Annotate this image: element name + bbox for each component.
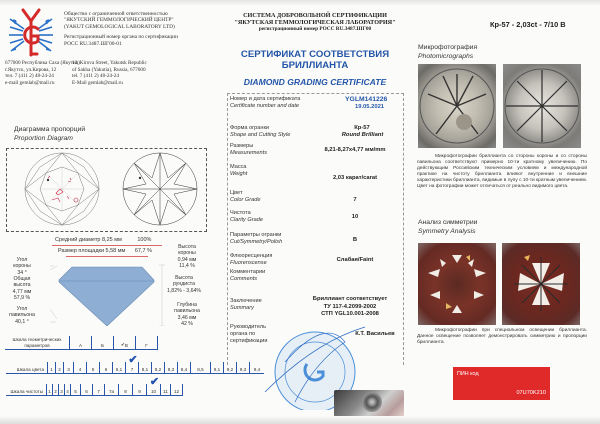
cell-label: 9,2 bbox=[226, 367, 234, 372]
cell-label: 3 bbox=[67, 367, 70, 372]
title-en: Proportion Diagram bbox=[14, 134, 73, 142]
label-line: органа по bbox=[230, 331, 256, 337]
clarity-cell bbox=[80, 384, 92, 395]
cell-label: 6 bbox=[104, 367, 108, 372]
title-ru: Микрофотография bbox=[418, 44, 478, 51]
color-cell bbox=[190, 362, 210, 373]
label: Высота bbox=[175, 275, 193, 281]
address-phone: тел. 7 (411 2) 48-24-24 bbox=[5, 73, 54, 79]
cell-label: 5 bbox=[91, 367, 95, 372]
cell-label: 8,1 bbox=[141, 367, 149, 372]
label: рундиста bbox=[172, 281, 195, 288]
label-ru: Масса bbox=[230, 164, 247, 170]
summary-line: СТП YGL10.001-2008 bbox=[321, 311, 379, 318]
unit: ° bbox=[26, 318, 29, 325]
certificate-date: 19.05.2021 bbox=[355, 104, 385, 110]
cell-label: 11 bbox=[163, 389, 168, 394]
color-cell bbox=[177, 362, 190, 373]
pavilion-angle bbox=[6, 306, 38, 325]
color-cell bbox=[151, 362, 164, 373]
label-line: параметров bbox=[24, 342, 50, 348]
photomicrographs-description: Микрофотографии бриллианта со стороны короны и со стороны павильона соответствуют примерно 10-ти кратному увеличению. По действующим Российским техническим условиям и международной практике на чистоту бриллианта влияют внутренние и внешние характеристики бриллианта, видимые в лупу с 10-ти кратным увеличением. Цвет на фотографии может отличаться от реально видимого цвета. bbox=[417, 154, 587, 190]
address-line: of Sakha (Yakutia), Russia, 677000 bbox=[72, 66, 146, 73]
title-ru: Анализ симметрии bbox=[418, 219, 478, 226]
pin-code-box bbox=[453, 367, 550, 400]
cell-label: 5 bbox=[74, 389, 77, 394]
girdle-thickness bbox=[160, 275, 208, 294]
label-line: сертификации bbox=[230, 338, 268, 344]
geometry-cell-b bbox=[91, 336, 113, 349]
unit: ° bbox=[24, 269, 27, 276]
organization-block bbox=[64, 11, 178, 47]
geometry-cell-g bbox=[135, 336, 157, 349]
summary-line: ТУ 117-4.2099-2002 bbox=[323, 303, 377, 310]
label-en: Cut/Symmetry/Polish bbox=[230, 239, 283, 245]
label-ru: Комментарии bbox=[230, 269, 266, 275]
label: короны bbox=[178, 250, 196, 257]
clarity-cell bbox=[70, 384, 80, 395]
field-clarity bbox=[230, 210, 263, 224]
clarity-cell bbox=[92, 384, 104, 395]
color-cell bbox=[112, 362, 125, 373]
certificate-title-en: DIAMOND GRADING CERTIFICATE bbox=[243, 77, 387, 87]
pavilion-facets-icon bbox=[503, 64, 581, 148]
field-number-date bbox=[230, 96, 300, 110]
avg-diameter-pct: 100% bbox=[137, 237, 152, 243]
org-line: "ЯКУТСКИЙ ГЕММОЛОГИЧЕСКИЙ ЦЕНТР" bbox=[64, 17, 174, 24]
table-line bbox=[66, 256, 148, 257]
cell-label: Б bbox=[100, 343, 104, 348]
label: Общая bbox=[13, 276, 31, 282]
color-cell bbox=[63, 362, 73, 373]
fluorescence-value: Слабая/Faint bbox=[336, 257, 374, 263]
summary-value bbox=[290, 296, 410, 319]
cell-label: 7 bbox=[130, 367, 134, 372]
label-en: Certificate number and date bbox=[230, 103, 300, 109]
label-en: Measurements bbox=[230, 150, 267, 156]
cell-label: 9,1 bbox=[213, 367, 221, 372]
label: Высота bbox=[178, 244, 196, 250]
clarity-scale bbox=[6, 376, 183, 396]
label-en: Color Grade bbox=[230, 197, 261, 203]
clarity-cell bbox=[160, 384, 170, 395]
label: высота bbox=[13, 282, 31, 289]
clarity-value: 10 bbox=[351, 214, 359, 220]
cell-label: А bbox=[78, 343, 83, 348]
value: 1,82% - 3,64% bbox=[166, 287, 202, 294]
label-ru: Размеры bbox=[230, 143, 254, 149]
color-cell bbox=[138, 362, 151, 373]
color-scale-label: Шкала цвета bbox=[16, 367, 44, 372]
plot-diagram-icon bbox=[12, 148, 202, 230]
scan-shadow-top bbox=[0, 0, 600, 6]
geometry-scale bbox=[5, 336, 158, 350]
color-scale bbox=[6, 354, 264, 374]
org-line: (YAKUT GEMOLOGICAL LABORATORY LTD) bbox=[64, 23, 175, 30]
system-line: СИСТЕМА ДОБРОВОЛЬНОЙ СЕРТИФИКАЦИИ bbox=[243, 12, 387, 19]
cell-label: 9 bbox=[138, 389, 141, 394]
color-cell bbox=[164, 362, 177, 373]
label: короны bbox=[13, 263, 31, 270]
color-cell bbox=[55, 362, 63, 373]
color-cell-checked bbox=[125, 354, 138, 373]
color-cell bbox=[210, 362, 223, 373]
table-size-pct: 67,7 % bbox=[134, 248, 152, 254]
label: Глубина bbox=[177, 302, 197, 308]
cell-label: 3 bbox=[60, 389, 63, 394]
scan-shadow-bottom bbox=[0, 416, 600, 424]
label-en: Comments bbox=[230, 276, 258, 282]
proportion-diagram-title bbox=[14, 126, 85, 143]
stone-summary-code: Кр-57 - 2,03ct - 7/10 В bbox=[490, 20, 566, 29]
cell-label: 2 bbox=[54, 389, 57, 394]
cell-label: В bbox=[124, 343, 128, 348]
cell-label: 1 bbox=[48, 389, 51, 394]
value: 11,4 % bbox=[179, 262, 195, 269]
diamond-profile-icon bbox=[50, 264, 165, 326]
photo-pavilion bbox=[503, 64, 581, 148]
color-cell bbox=[73, 362, 86, 373]
checkmark-icon: ✔ bbox=[149, 376, 160, 388]
symmetry-hearts-icon bbox=[418, 243, 496, 325]
registration-line: РОСС RU.3487.ШГ00-01 bbox=[64, 40, 122, 47]
clarity-scale-label: Шкала чистоты bbox=[10, 389, 43, 394]
symmetry-description: Микрофотографии при специальном освещении бриллианта. Данное освещение позволяет демонстрировать симметрию и пропорции бриллианта. bbox=[417, 328, 587, 346]
photo-symmetry-hearts bbox=[418, 243, 496, 325]
org-line: Общество с ограниченной ответственностью bbox=[64, 11, 168, 17]
value: 40,1 bbox=[15, 318, 26, 325]
value: 4,77 мм bbox=[12, 288, 32, 295]
field-cut bbox=[230, 232, 282, 246]
value: 3,46 мм bbox=[177, 314, 197, 321]
value: 34 bbox=[17, 269, 24, 276]
title-en: Photomicrographs bbox=[418, 52, 474, 60]
address-email: e-mail gemlab@mail.ru bbox=[5, 79, 55, 86]
value: 57,9 % bbox=[13, 294, 31, 301]
label: павильона bbox=[174, 308, 200, 315]
cell-label: 9,4 bbox=[253, 367, 261, 372]
table-size bbox=[58, 248, 152, 254]
cut-value: В bbox=[352, 237, 358, 243]
label-ru: Чистота bbox=[230, 210, 251, 216]
geometry-cell-end bbox=[157, 336, 158, 349]
address-line: г.Якутск, ул.Кирова, 12 bbox=[5, 66, 57, 73]
hologram-disc bbox=[362, 392, 382, 412]
field-comments bbox=[230, 269, 265, 283]
avg-diameter bbox=[55, 237, 151, 243]
certificate-number: YGLM141226 bbox=[345, 96, 388, 103]
cell-label: 8,3 bbox=[167, 367, 175, 372]
geometry-cell-a bbox=[69, 336, 91, 349]
label-ru: Форма огранки bbox=[230, 125, 270, 131]
head-name: К.Т. Васильев bbox=[355, 331, 395, 337]
summary-line: Бриллиант соответствует bbox=[312, 296, 388, 302]
label-line: Руководитель bbox=[230, 324, 267, 330]
color-value: 7 bbox=[353, 197, 357, 203]
label-en: Shape and Cutting Style bbox=[230, 132, 291, 138]
clarity-cell bbox=[118, 384, 132, 395]
cell-label: 8,2 bbox=[154, 367, 162, 372]
cell-label: 9,3 bbox=[239, 367, 247, 372]
crown-angle bbox=[8, 257, 36, 276]
title-en: Symmetry Analysis bbox=[418, 227, 476, 235]
value: 0,94 мм bbox=[177, 256, 197, 263]
table-size-label: Размер площадки 5,58 мм bbox=[58, 248, 126, 254]
title-line: БРИЛЛИАНТА bbox=[281, 60, 349, 71]
cell-label: 8,4 bbox=[180, 367, 188, 372]
clarity-cell bbox=[132, 384, 146, 395]
field-fluorescence bbox=[230, 253, 272, 267]
label-en: Weight bbox=[230, 171, 248, 177]
value: 42 % bbox=[181, 320, 193, 327]
address-ru bbox=[5, 60, 80, 86]
diameter-line bbox=[52, 245, 162, 246]
clarity-cell bbox=[170, 384, 182, 395]
label: павильона bbox=[9, 312, 35, 319]
field-shape bbox=[230, 125, 290, 139]
crown-height bbox=[170, 244, 204, 269]
pin-label: ПИН код bbox=[457, 371, 479, 377]
label-en: Fluorenscense bbox=[230, 260, 267, 266]
weight-value: 2,03 карат/carat bbox=[332, 175, 378, 181]
label-en: Clarity Grade bbox=[230, 217, 263, 223]
address-phone: tel. 7 (411 2) 48-24-24 bbox=[72, 73, 119, 79]
cell-label: 6,1 bbox=[115, 367, 123, 372]
pavilion-depth bbox=[170, 302, 204, 327]
address-line: 677000 Республика Саха (Якутия) bbox=[5, 60, 80, 66]
cell-label: 8 bbox=[124, 389, 127, 394]
field-color bbox=[230, 190, 260, 204]
system-header bbox=[215, 12, 415, 34]
registration-line: Регистрационный номер органа по сертификации bbox=[64, 34, 178, 41]
address-line: 12, Kirova Street, Yakutsk Republic bbox=[72, 60, 147, 66]
color-cell bbox=[99, 362, 112, 373]
cell-label: 7 bbox=[97, 389, 100, 394]
cell-label: 6 bbox=[85, 389, 88, 394]
color-cell bbox=[86, 362, 99, 373]
hologram-sticker bbox=[334, 390, 404, 418]
shape-value-ru: Кр-57 bbox=[354, 125, 370, 131]
symmetry-analysis-title bbox=[418, 219, 477, 236]
symmetry-arrows-icon bbox=[502, 243, 580, 325]
label-ru: Флюоресценция bbox=[230, 253, 273, 259]
color-cell bbox=[47, 362, 55, 373]
cell-label: 10 bbox=[150, 389, 157, 394]
photo-symmetry-arrows bbox=[502, 243, 580, 325]
clarity-cell bbox=[104, 384, 118, 395]
label-ru: Заключение bbox=[230, 298, 262, 304]
cell-label: 4 bbox=[66, 389, 69, 394]
cell-label: Г bbox=[145, 343, 148, 348]
total-depth bbox=[6, 276, 38, 301]
cell-label: 1 bbox=[50, 367, 53, 372]
photo-crown bbox=[418, 64, 496, 148]
geometry-cell-v bbox=[113, 336, 135, 349]
pin-code-value: 07U70K210 bbox=[516, 390, 546, 396]
crown-facets-icon bbox=[418, 64, 496, 148]
cell-label: 4 bbox=[78, 367, 82, 372]
address-email: E-Mail gemlab@mail.ru bbox=[72, 79, 123, 86]
title-line: СЕРТИФИКАТ СООТВЕТСТВИЯ bbox=[240, 49, 390, 60]
label: Угол bbox=[16, 306, 28, 312]
system-line: "ЯКУТСКАЯ ГЕММОЛОГИЧЕСКАЯ ЛАБОРАТОРИЯ" bbox=[234, 19, 396, 27]
measurements-value: 8,21-8,27x4,77 мм/mm bbox=[324, 147, 386, 153]
field-summary bbox=[230, 298, 262, 312]
registration-number: регистрационный номер РОСС RU.3487.ШГ00 bbox=[258, 26, 372, 33]
checkmark-icon: ✔ bbox=[121, 342, 125, 347]
address-en bbox=[72, 60, 147, 86]
ygl-logo-icon bbox=[6, 7, 56, 57]
avg-diameter-label: Средний диаметр 8,25 мм bbox=[55, 237, 122, 243]
geometry-scale-label bbox=[5, 336, 69, 349]
field-weight bbox=[230, 164, 247, 178]
label-ru: Номер и дата сертификата bbox=[230, 96, 301, 102]
clarity-cell-checked bbox=[146, 376, 160, 395]
cell-label: 12 bbox=[173, 389, 180, 394]
shape-value-en: Round Brilliant bbox=[341, 132, 384, 138]
cell-label: 2 bbox=[58, 367, 61, 372]
title-ru: Диаграмма пропорций bbox=[14, 126, 86, 133]
label-line: Шкала геометрических bbox=[12, 337, 62, 342]
photomicrographs-title bbox=[418, 44, 477, 61]
label-en: Summary bbox=[230, 305, 254, 311]
checkmark-icon: ✔ bbox=[128, 354, 138, 366]
label-ru: Цвет bbox=[230, 190, 243, 196]
cell-label: 8,5 bbox=[197, 367, 204, 372]
clarity-cell-end bbox=[182, 384, 183, 395]
field-measurements bbox=[230, 143, 267, 157]
label: Угол bbox=[16, 257, 28, 263]
label-ru: Параметры огранки bbox=[230, 232, 282, 238]
cell-label: 7а bbox=[108, 389, 115, 394]
certificate-title-ru bbox=[215, 49, 415, 71]
